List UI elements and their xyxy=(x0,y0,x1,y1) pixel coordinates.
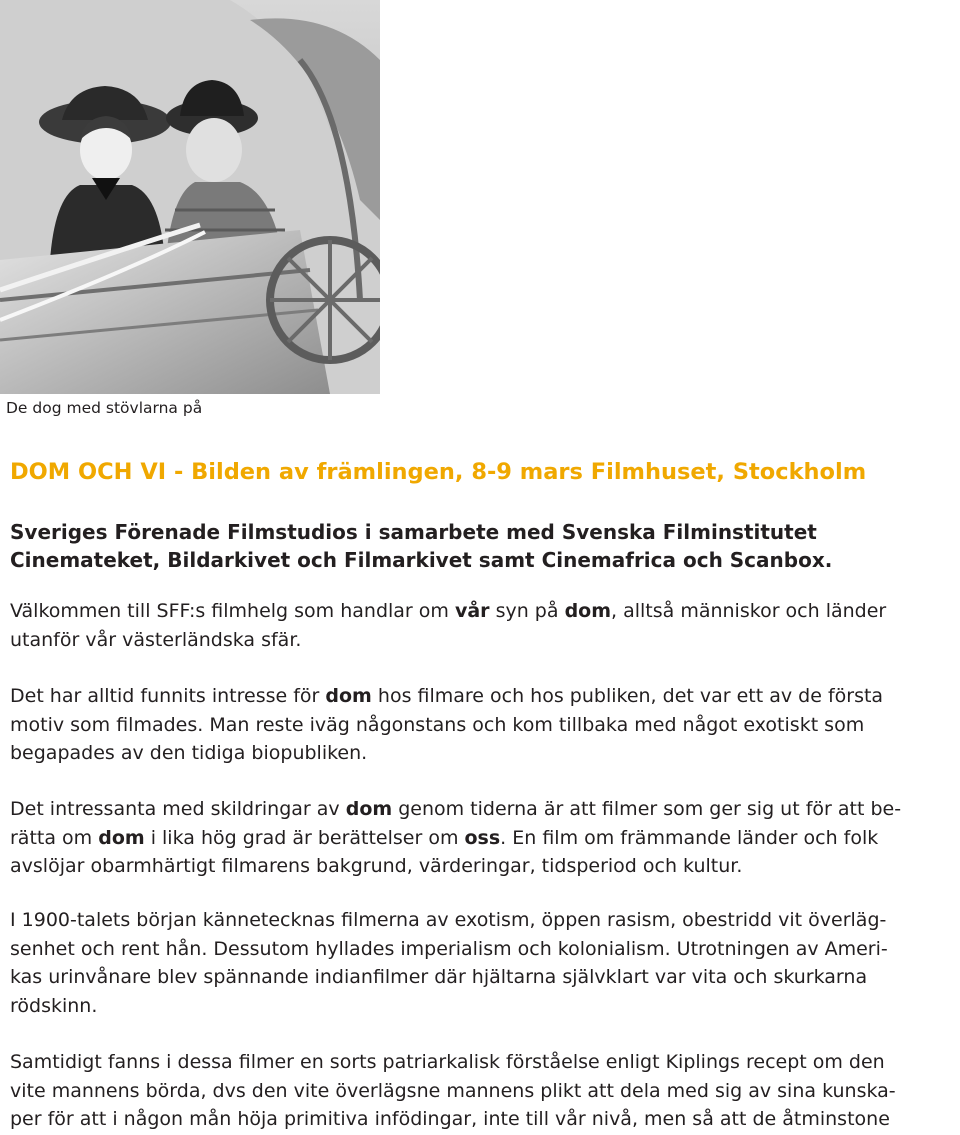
paragraph-line: rödskinn. xyxy=(10,994,98,1017)
paragraph-history xyxy=(10,682,956,768)
paragraph-line: Samtidigt fanns i dessa filmer en sorts patriarkalisk förståelse enligt Kiplings recept om den xyxy=(10,1051,885,1073)
film-still-photo xyxy=(0,0,380,394)
paragraph-line: begapades av den tidiga biopubliken. xyxy=(10,742,368,764)
paragraph-welcome xyxy=(10,597,956,654)
subhead-line: Sveriges Förenade Filmstudios i samarbete med Svenska Filminstitutet xyxy=(10,520,817,544)
paragraph-line: Det har alltid funnits intresse för dom hos filmare och hos publiken, det var ett av de första xyxy=(10,685,884,707)
paragraph-line: I 1900-talets början kännetecknas filmerna av exotism, öppen rasism, obestridd vit överläg- xyxy=(10,909,887,931)
paragraph-line: avslöjar obarmhärtigt filmarens bakgrund, värderingar, tidsperiod och kultur. xyxy=(10,855,743,877)
paragraph-line: kas urinvånare blev spännande indianfilmer där hjältarna självklart var vita och skurkarna xyxy=(10,966,868,988)
photo-caption: De dog med stövlarna på xyxy=(6,399,203,417)
paragraph-1900s xyxy=(10,906,956,1020)
paragraph-line: per för att i någon mån höja primitiva infödingar, inte till vår nivå, men så att de åtminstone xyxy=(10,1108,890,1130)
paragraph-line: senhet och rent hån. Dessutom hyllades imperialism och kolonialism. Utrotningen av Ameri- xyxy=(10,937,888,960)
event-headline: DOM OCH VI - Bilden av främlingen, 8-9 mars Filmhuset, Stockholm xyxy=(10,459,867,485)
subhead-line: Cinemateket, Bildarkivet och Filmarkivet samt Cinemafrica och Scanbox. xyxy=(10,548,833,572)
paragraph-line: rätta om dom i lika hög grad är berättelser om oss. En film om främmande länder och folk xyxy=(10,826,879,849)
paragraph-line: motiv som filmades. Man reste iväg någonstans och kom tillbaka med något exotiskt som xyxy=(10,713,865,736)
organizers-subhead xyxy=(10,518,956,574)
paragraph-line: utanför vår västerländska sfär. xyxy=(10,628,302,651)
paragraph-line: Välkommen till SFF:s filmhelg som handlar om vår syn på dom, alltså människor och länder xyxy=(10,600,887,622)
film-still-image xyxy=(0,0,380,394)
paragraph-portrayals xyxy=(10,795,956,881)
paragraph-kipling xyxy=(10,1048,956,1134)
paragraph-line: vite mannens börda, dvs den vite överlägsne mannens plikt att dela med sig av sina kunska- xyxy=(10,1079,896,1102)
paragraph-line: Det intressanta med skildringar av dom genom tiderna är att filmer som ger sig ut för att be- xyxy=(10,798,902,820)
